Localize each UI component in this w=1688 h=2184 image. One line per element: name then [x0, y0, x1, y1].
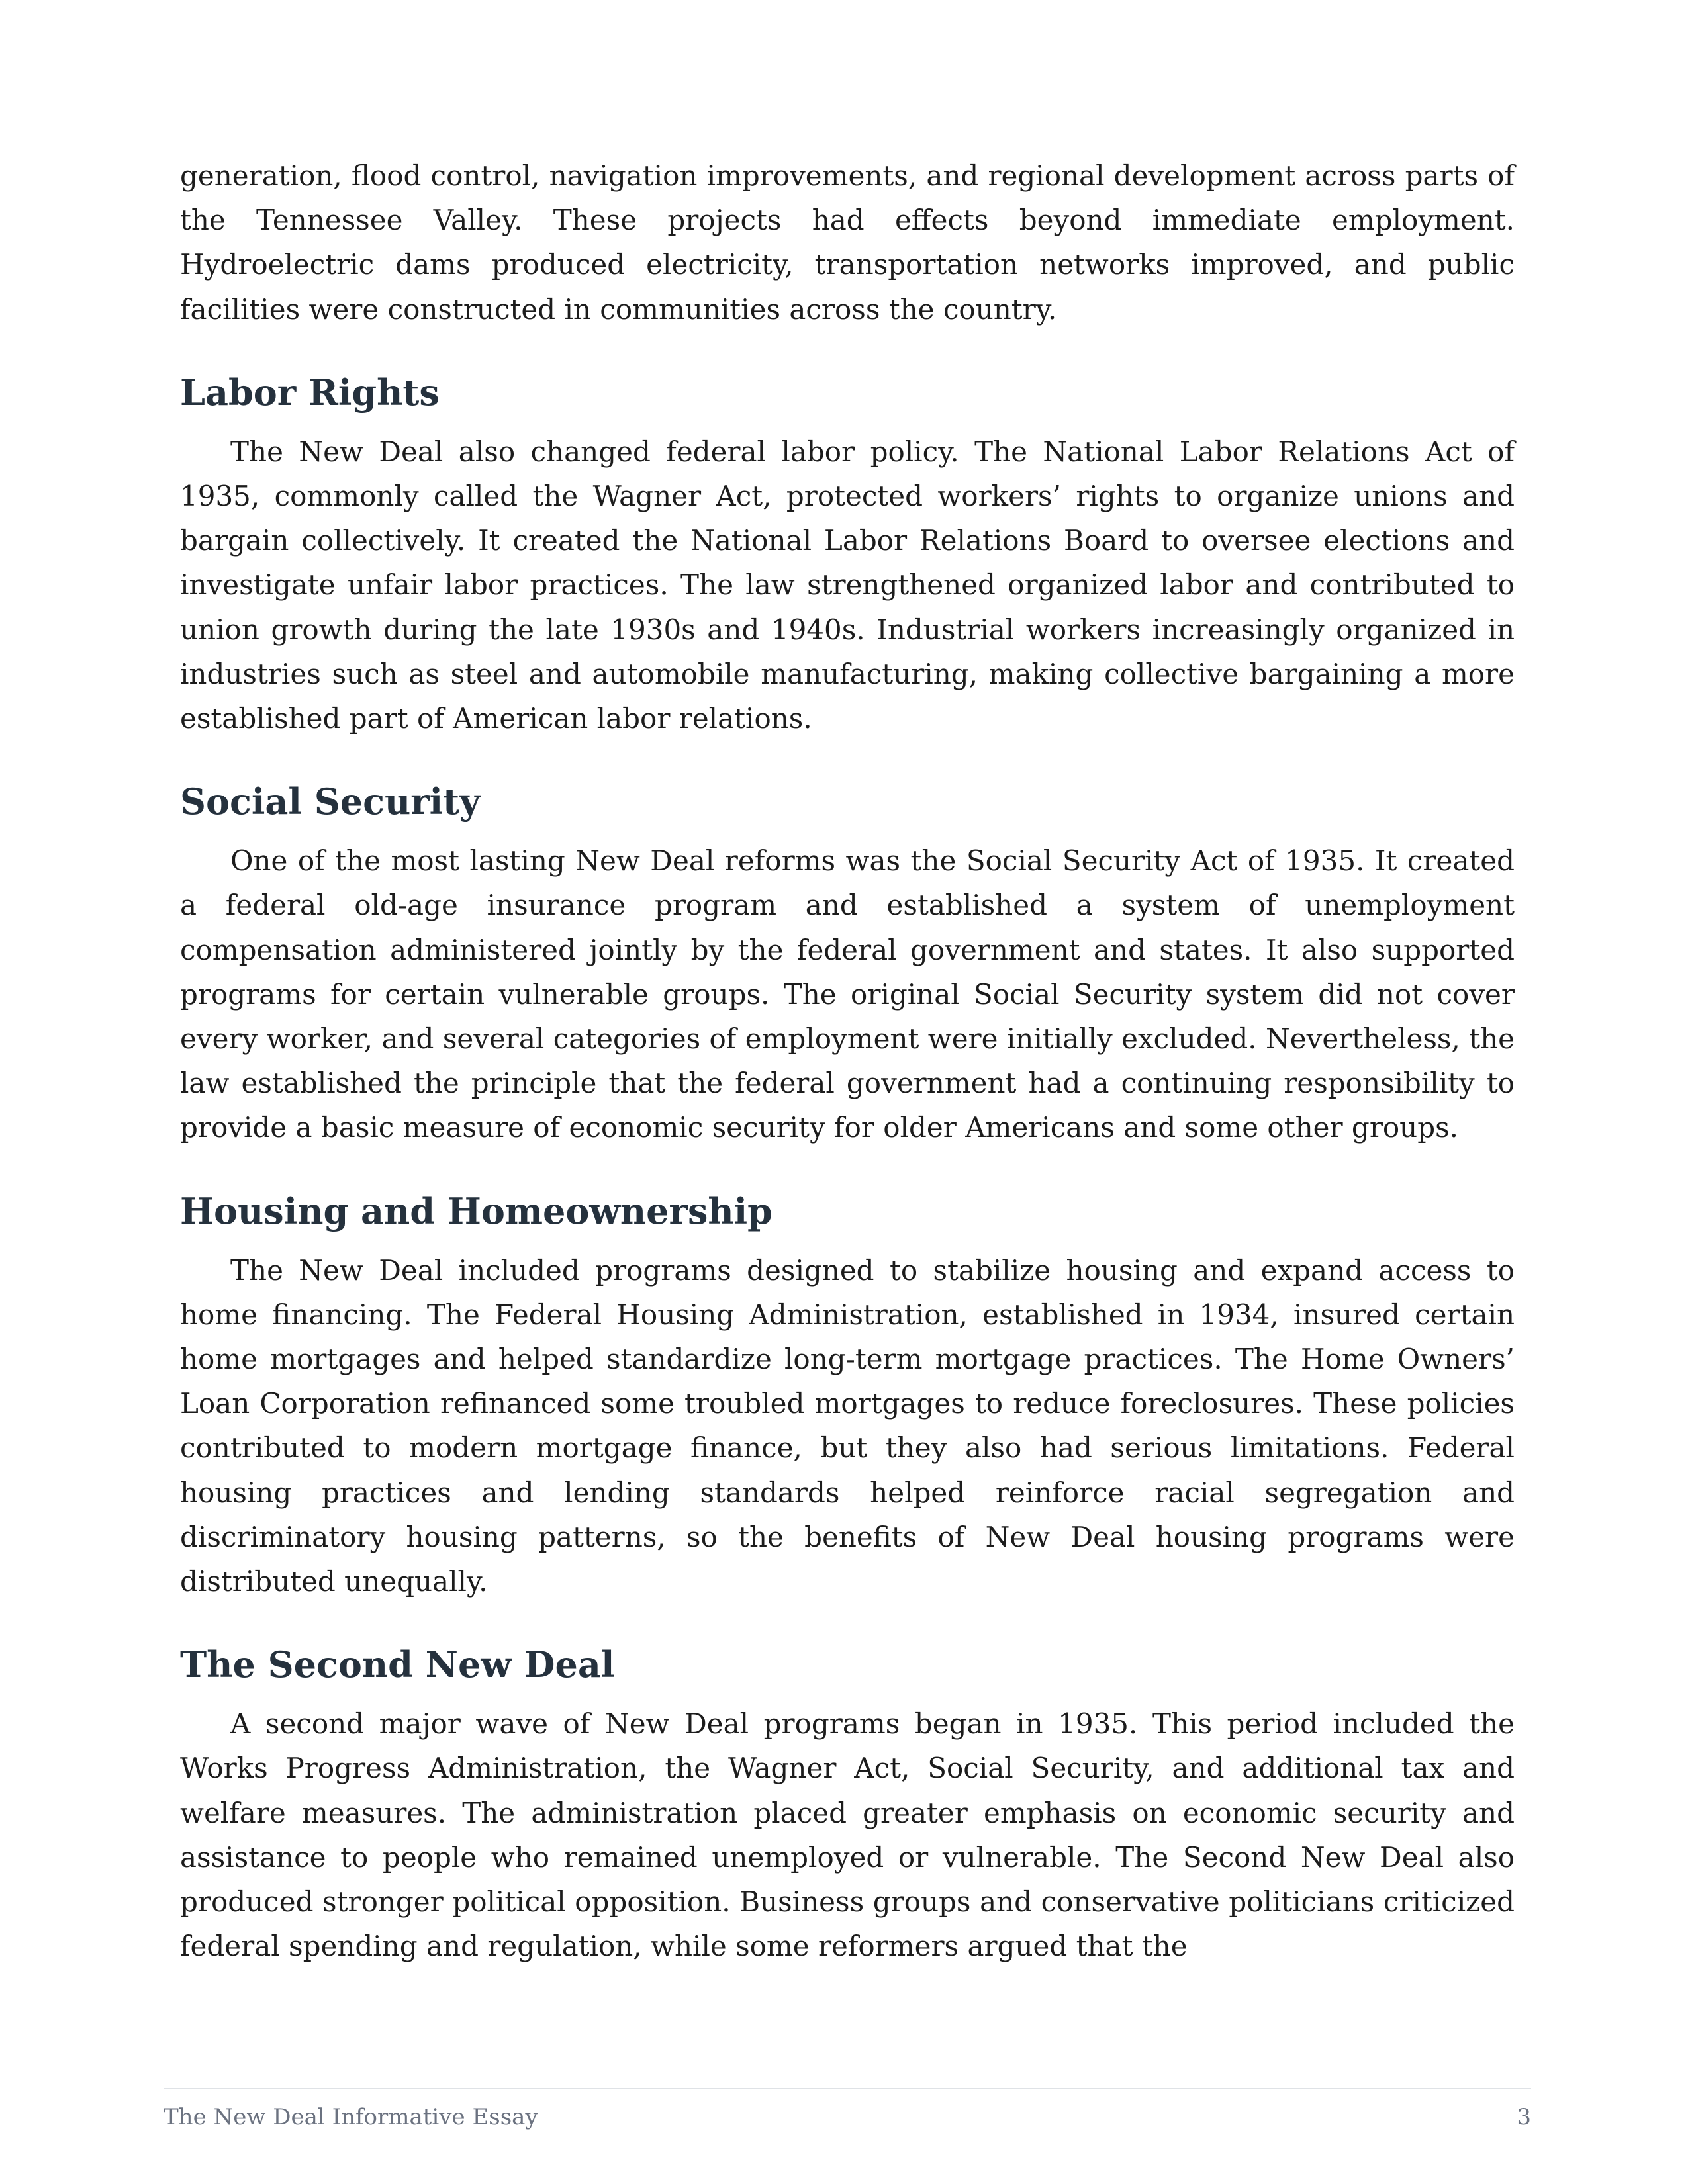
section-paragraph-social-security: One of the most lasting New Deal reforms was the Social Security Act of 1935. It created a federal old-age insurance program and established a system of unemployment compensation administered jointly by the federal government and states. It also supported programs for certain vulnerable groups. The original Social Security system did not cover every worker, and several categories of employment were initially excluded. Nevertheless, the law established the principle that the federal government had a continuing responsibility to provide a basic measure of economic security for older Americans and some other groups. [180, 844, 1515, 1144]
document-page [180, 154, 1515, 1969]
opening-paragraph: generation, flood control, navigation improvements, and regional development across parts of the Tennessee Valley. These projects had effects beyond immediate employment. Hydroelectric dams produced electricity, transportation networks improved, and public facilities were constructed in communities across the country. [180, 159, 1515, 326]
section-heading-housing: Housing and Homeownership [180, 1189, 773, 1232]
page-number: 3 [1517, 2104, 1531, 2130]
footer-divider [164, 2088, 1531, 2089]
footer-title: The New Deal Informative Essay [164, 2104, 538, 2130]
section-paragraph-second-new-deal: A second major wave of New Deal programs began in 1935. This period included the Works Progress Administration, the Wagner Act, Social Security, and additional tax and welfare measures. The administration placed greater emphasis on economic security and assistance to people who remained unemployed or vulnerable. The Second New Deal also produced stronger political opposition. Business groups and conservative politicians criticized federal spending and regulation, while some reformers argued that the [180, 1707, 1515, 1963]
section-heading-labor-rights: Labor Rights [180, 371, 440, 414]
section-paragraph-labor-rights: The New Deal also changed federal labor policy. The National Labor Relations Act of 1935, commonly called the Wagner Act, protected workers’ rights to organize unions and bargain collectively. It created the National Labor Relations Board to oversee elections and investigate unfair labor practices. The law strengthened organized labor and contributed to union growth during the late 1930s and 1940s. Industrial workers increasingly organized in industries such as steel and automobile manufacturing, making collective bargaining a more established part of American labor relations. [180, 435, 1515, 735]
section-heading-social-security: Social Security [180, 780, 481, 823]
section-heading-second-new-deal: The Second New Deal [180, 1643, 615, 1686]
section-paragraph-housing: The New Deal included programs designed to stabilize housing and expand access to home financing. The Federal Housing Administration, established in 1934, insured certain home mortgages and helped standardize long-term mortgage practices. The Home Owners’ Loan Corporation refinanced some troubled mortgages to reduce foreclosures. These policies contributed to modern mortgage finance, but they also had serious limitations. Federal housing practices and lending standards helped reinforce racial segregation and discriminatory housing patterns, so the benefits of New Deal housing programs were distributed unequally. [180, 1253, 1515, 1598]
